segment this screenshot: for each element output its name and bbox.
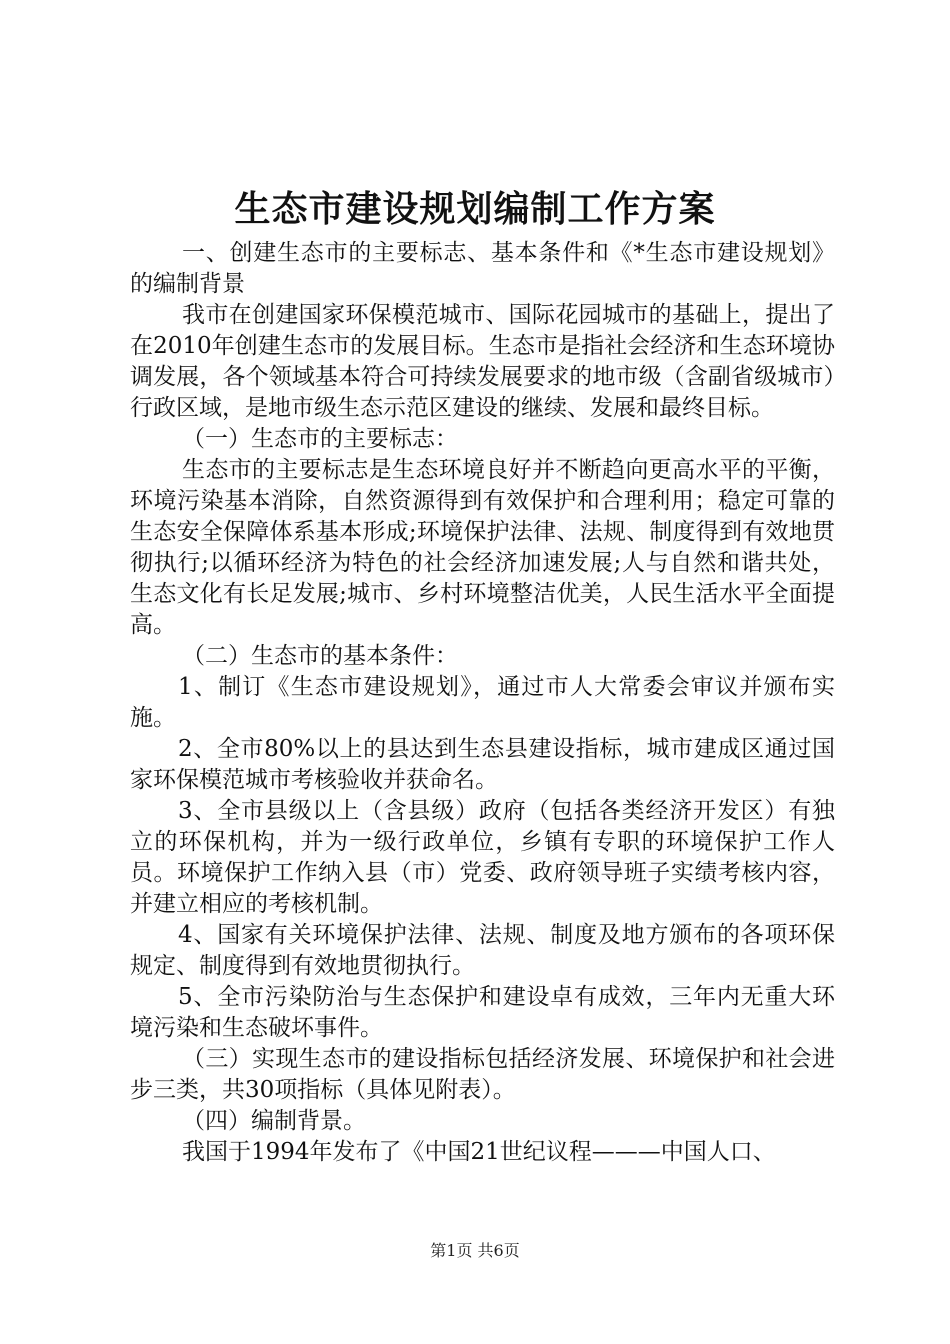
subheading-background: （四）编制背景。 xyxy=(182,1108,366,1134)
document-title: 生态市建设规划编制工作方案 xyxy=(234,188,716,230)
section-heading-1: 一、创建生态市的主要标志、基本条件和《*生态市建设规划》的编制背景 xyxy=(130,240,835,297)
list-item-condition-2: 2、全市80%以上的县达到生态县建设指标，城市建成区通过国家环保模范城市考核验收并获命名。 xyxy=(130,736,835,793)
list-item-condition-1: 1、制订《生态市建设规划》，通过市人大常委会审议并颁布实施。 xyxy=(130,674,835,731)
paragraph-background: 我国于1994年发布了《中国21世纪议程———中国人口、 xyxy=(182,1139,776,1165)
list-item-condition-4: 4、国家有关环境保护法律、法规、制度及地方颁布的各项环保规定、制度得到有效地贯彻执行。 xyxy=(130,922,835,979)
paragraph-main-marks: 生态市的主要标志是生态环境良好并不断趋向更高水平的平衡，环境污染基本消除，自然资源得到有效保护和合理利用；稳定可靠的生态安全保障体系基本形成;环境保护法律、法规、制度得到有效地贯彻执行;以循环经济为特色的社会经济加速发展;人与自然和谐共处，生态文化有长足发展;城市、乡村环境整洁优美，人民生活水平全面提高。 xyxy=(130,457,835,638)
list-item-condition-5: 5、全市污染防治与生态保护和建设卓有成效，三年内无重大环境污染和生态破坏事件。 xyxy=(130,984,835,1041)
subheading-indicators: （三）实现生态市的建设指标包括经济发展、环境保护和社会进步三类，共30项指标（具体见附表）。 xyxy=(130,1046,835,1103)
page-footer: 第1页 共6页 xyxy=(430,1241,520,1260)
subheading-basic-conditions: （二）生态市的基本条件： xyxy=(182,643,458,669)
document-body xyxy=(130,238,835,1168)
subheading-main-marks: （一）生态市的主要标志： xyxy=(182,426,458,452)
paragraph-intro: 我市在创建国家环保模范城市、国际花园城市的基础上，提出了在2010年创建生态市的发展目标。生态市是指社会经济和生态环境协调发展，各个领域基本符合可持续发展要求的地市级（含副省级城市）行政区域，是地市级生态示范区建设的继续、发展和最终目标。 xyxy=(130,302,835,421)
list-item-condition-3: 3、全市县级以上（含县级）政府（包括各类经济开发区）有独立的环保机构，并为一级行政单位，乡镇有专职的环境保护工作人员。环境保护工作纳入县（市）党委、政府领导班子实绩考核内容，并建立相应的考核机制。 xyxy=(130,798,835,917)
